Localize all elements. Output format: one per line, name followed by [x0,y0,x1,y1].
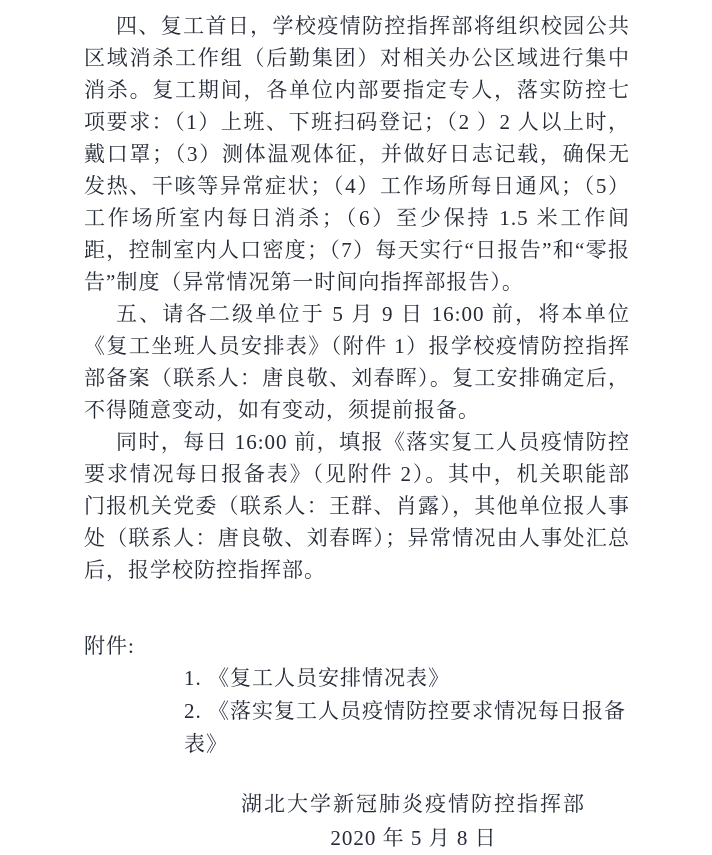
attachment-item-1: 1. 《复工人员安排情况表》 [184,666,450,690]
body-paragraph-5: 五、请各二级单位于 5 月 9 日 16:00 前，将本单位《复工坐班人员安排表》（附件 1）报学校疫情防控指挥部备案（联系人：唐良敬、刘春晖）。复工安排确定后，不得随意变动，如有变动，须提前报备。 [84,302,630,422]
attachments-section [84,630,630,761]
attachment-item-2: 2. 《落实复工人员疫情防控要求情况每日报备表》 [184,699,626,756]
signature-block [241,787,586,855]
body-paragraph-4: 四、复工首日，学校疫情防控指挥部将组织校园公共区域消杀工作组（后勤集团）对相关办公区域进行集中消杀。复工期间，各单位内部要指定专人，落实防控七项要求：（1）上班、下班扫码登记；（2 ）2 人以上时，戴口罩；（3）测体温观体征，并做好日志记载，确保无发热、干咳等异常症状；（4）工作场所每日通风；（5）工作场所室内每日消杀；（6）至少保持 1.5 米工作间距，控制室内人口密度；（7）每天实行“日报告”和“零报告”制度（异常情况第一时间向指挥部报告）。 [84,14,630,294]
signature-date: 2020 年 5 月 8 日 [330,826,497,850]
attachments-label: 附件: [84,634,135,658]
document-content [84,10,630,855]
signature-org: 湖北大学新冠肺炎疫情防控指挥部 [241,792,586,816]
body-paragraph-meanwhile: 同时，每日 16:00 前，填报《落实复工人员疫情防控要求情况每日报备表》（见附件 2）。其中，机关职能部门报机关党委（联系人：王群、肖露），其他单位报人事处（联系人：唐良敬、刘春晖）；异常情况由人事处汇总后，报学校防控指挥部。 [84,430,630,582]
